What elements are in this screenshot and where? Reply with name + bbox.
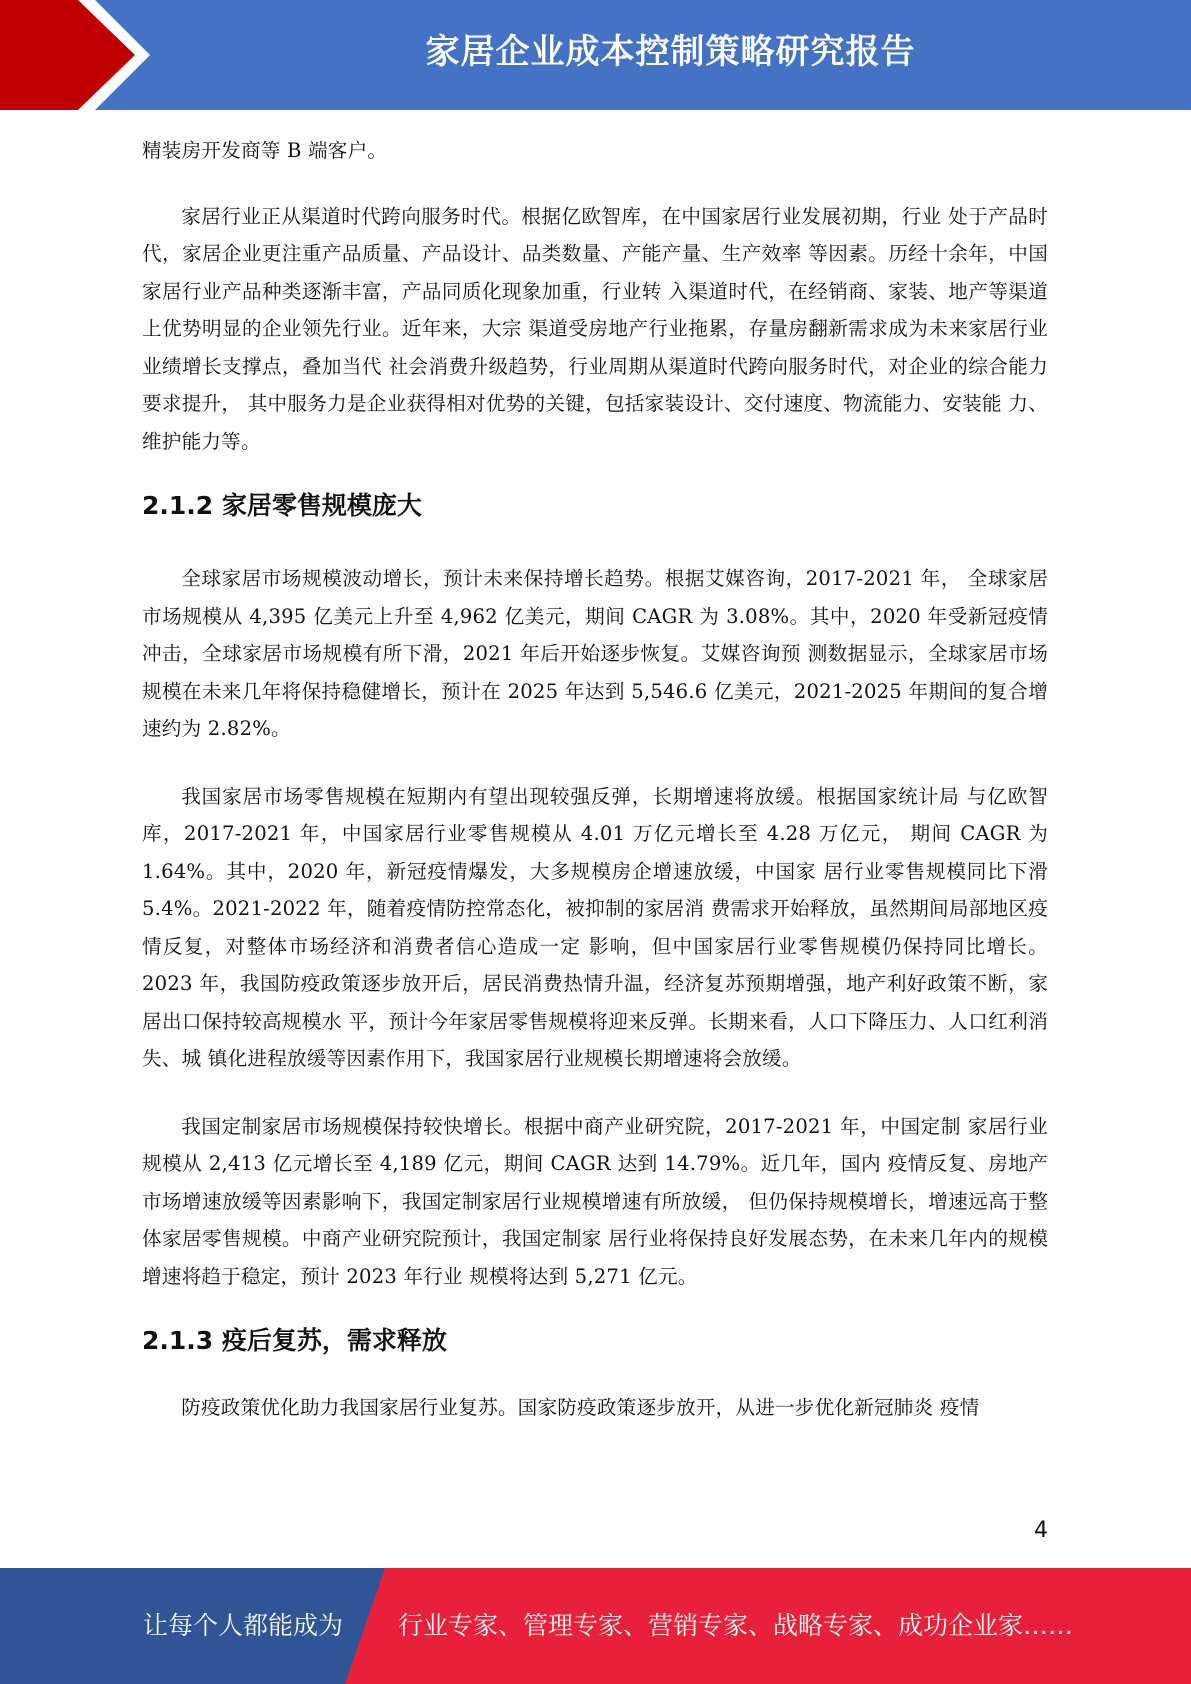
paragraph-custom-furniture: 我国定制家居市场规模保持较快增长。根据中商产业研究院，2017-2021 年，中国定制 家居行业规模从 2,413 亿元增长至 4,189 亿元，期间 CAGR 达到 14.79%。近几年，国内 疫情反复、房地产市场增速放缓等因素影响下，我国定制家居行业规模增速有所放缓， 但仍保持规模增长，增速远高于整体家居零售规模。中商产业研究院预计，我国定制家 居行业将保持良好发展态势，在未来几年内的规模增速将趋于稳定，预计 2023 年行业 规模将达到 5,271 亿元。 <box>142 1114 1048 1288</box>
paragraph-recovery: 防疫政策优化助力我国家居行业复苏。国家防疫政策逐步放开，从进一步优化新冠肺炎 疫情 <box>181 1396 980 1419</box>
page-content <box>142 132 1048 1427</box>
paragraph-global-market: 全球家居市场规模波动增长，预计未来保持增长趋势。根据艾媒咨询，2017-2021 年， 全球家居市场规模从 4,395 亿美元上升至 4,962 亿美元，期间 CAGR 为 3.08%。其中，2020 年受新冠疫情冲击，全球家居市场规模有所下滑，2021 年后开始逐步恢复。艾媒咨询预 测数据显示，全球家居市场规模在未来几年将保持稳健增长，预计在 2025 年达到 5,546.6 亿美元，2021-2025 年期间的复合增速约为 2.82%。 <box>142 567 1048 740</box>
paragraph-continued: 精装房开发商等 B 端客户。 <box>142 139 388 162</box>
header-banner <box>0 0 1191 110</box>
footer-slogan-right: 行业专家、管理专家、营销专家、战略专家、成功企业家…… <box>398 1611 1074 1640</box>
section-heading-2-1-2: 2.1.2 家居零售规模庞大 <box>142 491 422 520</box>
document-title: 家居企业成本控制策略研究报告 <box>425 32 916 72</box>
footer-slogan-left: 让每个人都能成为 <box>143 1611 344 1640</box>
paragraph-industry-service-era: 家居行业正从渠道时代跨向服务时代。根据亿欧智库，在中国家居行业发展初期，行业 处于产品时代，家居企业更注重产品质量、产品设计、品类数量、产能产量、生产效率 等因素。历经十余年，中国家居行业产品种类逐渐丰富，产品同质化现象加重，行业转 入渠道时代，在经销商、家装、地产等渠道上优势明显的企业领先行业。近年来，大宗 渠道受房地产行业拖累，存量房翻新需求成为未来家居行业业绩增长支撑点，叠加当代 社会消费升级趋势，行业周期从渠道时代跨向服务时代，对企业的综合能力要求提升， 其中服务力是企业获得相对优势的关键，包括家装设计、交付速度、物流能力、安装能 力、维护能力等。 <box>142 204 1048 453</box>
section-heading-2-1-3: 2.1.3 疫后复苏，需求释放 <box>142 1326 447 1355</box>
page-number: 4 <box>1034 1518 1048 1543</box>
footer-banner <box>0 1568 1191 1684</box>
paragraph-china-retail: 我国家居市场零售规模在短期内有望出现较强反弹，长期增速将放缓。根据国家统计局 与亿欧智库，2017-2021 年，中国家居行业零售规模从 4.01 万亿元增长至 4.28 万亿元， 期间 CAGR 为 1.64%。其中，2020 年，新冠疫情爆发，大多规模房企增速放缓，中国家 居行业零售规模同比下滑 5.4%。2021-2022 年，随着疫情防控常态化，被抑制的家居消 费需求开始释放，虽然期间局部地区疫情反复，对整体市场经济和消费者信心造成一定 影响，但中国家居行业零售规模仍保持同比增长。2023 年，我国防疫政策逐步放开后，居民消费热情升温，经济复苏预期增强，地产利好政策不断，家居出口保持较高规模水 平，预计今年家居零售规模将迎来反弹。长期来看，人口下降压力、人口红利消失、城 镇化进程放缓等因素作用下，我国家居行业规模长期增速将会放缓。 <box>142 784 1048 1070</box>
